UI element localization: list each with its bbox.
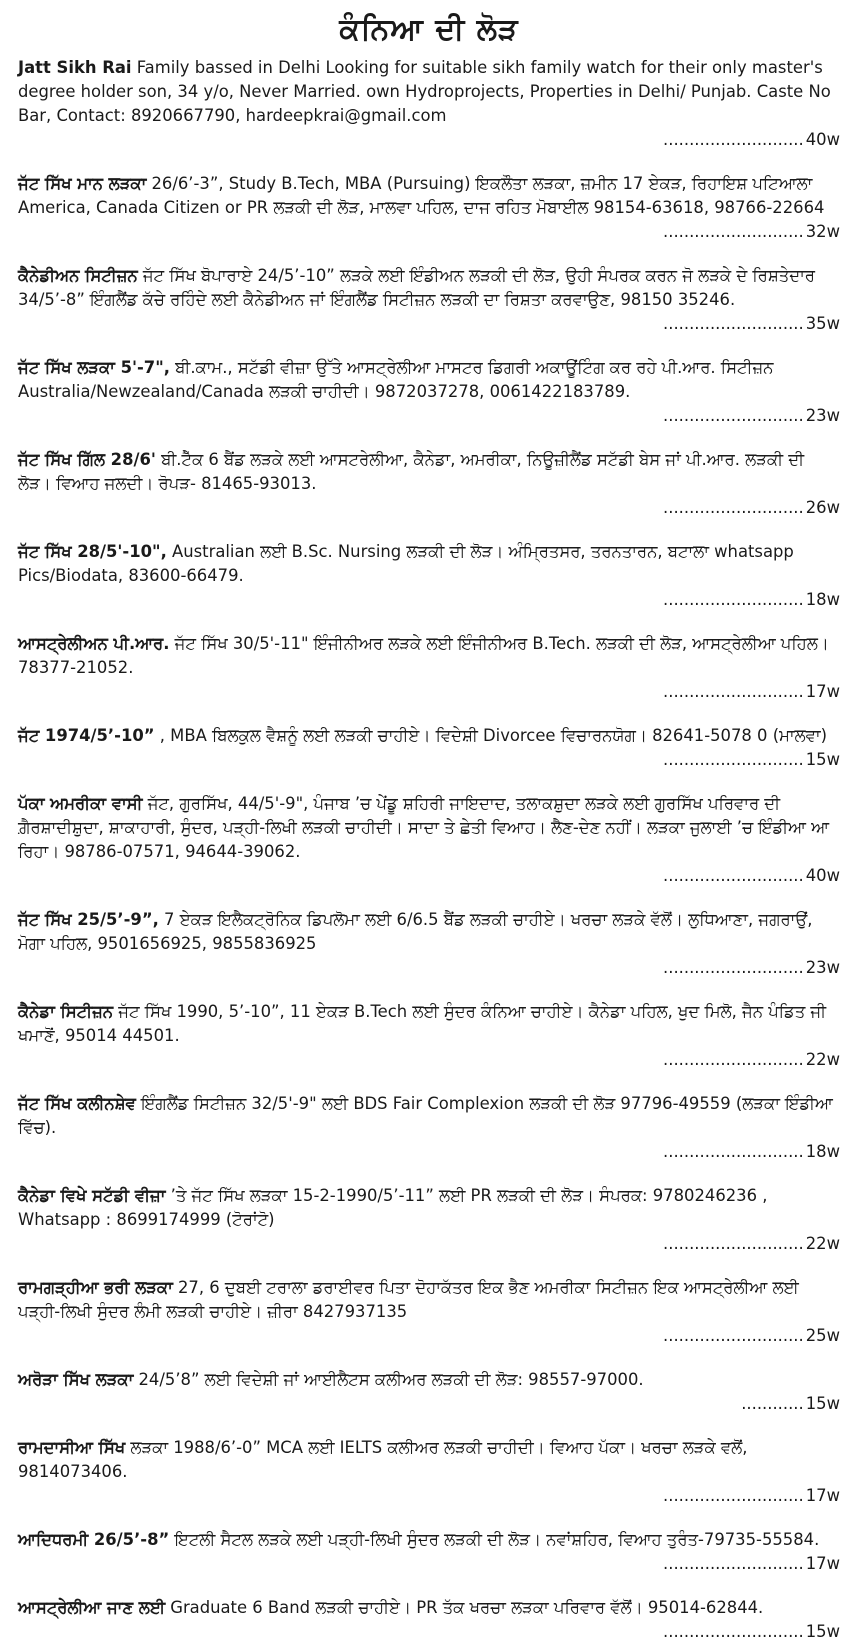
ad-lead: ਪੱਕਾ ਅਮਰੀਕਾ ਵਾਸੀ [18, 794, 143, 813]
ad-word-count: 15w [805, 1622, 840, 1641]
ad-lead: ਆਸਟ੍ਰੇਲੀਆ ਜਾਣ ਲਈ [18, 1598, 166, 1617]
ad-leader-dots: ........................... [663, 1622, 804, 1641]
ad-footer [18, 1232, 840, 1256]
ads-list [18, 56, 840, 1644]
ad-word-count: 25w [805, 1326, 840, 1345]
ad-footer [18, 864, 840, 888]
ad-leader-dots: ........................... [663, 314, 804, 333]
ad-body [18, 1368, 840, 1392]
ad-leader-dots: ........................... [663, 130, 804, 149]
ad-leader-dots: ........................... [663, 958, 804, 977]
ad-footer [18, 1392, 840, 1416]
ad-text: 27, 6 ਦੁਬਈ ਟਰਾਲਾ ਡਰਾਈਵਰ ਪਿਤਾ ਦੋਹਾਕੱਤਰ ਇਕ ਭੈਣ ਅਮਰੀਕਾ ਸਿਟੀਜ਼ਨ ਇਕ ਆਸਟ੍ਰੇਲੀਆ ਲਈ ਪੜ੍ਹੀ-ਲਿਖੀ ਸੁੰਦਰ ਲੰਮੀ ਲੜਕੀ ਚਾਹੀਏ। ਜ਼ੀਰਾ 8427937135 [18, 1278, 799, 1321]
ad-text: ਲੜਕਾ 1988/6’-0” MCA ਲਈ IELTS ਕਲੀਅਰ ਲੜਕੀ ਚਾਹੀਦੀ। ਵਿਆਹ ਪੱਕਾ। ਖਰਚਾ ਲੜਕੇ ਵਲੋਂ, 9814073406. [18, 1438, 748, 1481]
ad-body [18, 1184, 840, 1232]
classified-ad [18, 724, 840, 772]
ad-footer [18, 1620, 840, 1644]
ad-body [18, 264, 840, 312]
ad-body [18, 908, 840, 956]
ad-footer [18, 1048, 840, 1072]
ad-leader-dots: ........................... [663, 1486, 804, 1505]
ad-footer [18, 748, 840, 772]
ad-body [18, 1436, 840, 1484]
ad-leader-dots: ........................... [663, 498, 804, 517]
ad-word-count: 23w [805, 406, 840, 425]
ad-word-count: 35w [805, 314, 840, 333]
ad-text: 26/6’-3”, Study B.Tech, MBA (Pursuing) ਇਕਲੌਤਾ ਲੜਕਾ, ਜ਼ਮੀਨ 17 ਏਕੜ, ਰਿਹਾਇਸ਼ ਪਟਿਆਲਾ America, Canada Citizen or PR ਲੜਕੀ ਦੀ ਲੋੜ, ਮਾਲਵਾ ਪਹਿਲ, ਦਾਜ ਰਹਿਤ ਮੋਬਾਈਲ 98154-63618, 98766-22664 [18, 174, 825, 217]
ad-lead: ਕੈਨੇਡੀਅਨ ਸਿਟੀਜ਼ਨ [18, 266, 138, 285]
ad-lead: ਜੱਟ ਸਿੱਖ 25/5’-9”, [18, 910, 159, 929]
ad-lead: ਕੈਨੇਡਾ ਸਿਟੀਜ਼ਨ [18, 1002, 114, 1021]
ad-lead: Jatt Sikh Rai [18, 58, 132, 77]
ad-lead: ਕੈਨੇਡਾ ਵਿਖੇ ਸਟੱਡੀ ਵੀਜ਼ਾ [18, 1186, 166, 1205]
ad-text: ਜੱਟ ਸਿੱਖ 30/5'-11" ਇੰਜੀਨੀਅਰ ਲੜਕੇ ਲਈ ਇੰਜੀਨੀਅਰ B.Tech. ਲੜਕੀ ਦੀ ਲੋੜ, ਆਸਟ੍ਰੇਲੀਆ ਪਹਿਲ। 78377-21052. [18, 634, 829, 677]
classified-ad [18, 264, 840, 336]
ad-lead: ਜੱਟ 1974/5’-10” [18, 726, 155, 745]
ad-word-count: 40w [805, 866, 840, 885]
ad-text: ਜੱਟ ਸਿੱਖ ਬੋਪਾਰਾਏ 24/5’-10” ਲੜਕੇ ਲਈ ਇੰਡੀਅਨ ਲੜਕੀ ਦੀ ਲੋੜ, ਉਹੀ ਸੰਪਰਕ ਕਰਨ ਜੋ ਲੜਕੇ ਦੇ ਰਿਸ਼ਤੇਦਾਰ 34/5’-8” ਇੰਗਲੈਂਡ ਕੱਚੇ ਰਹਿੰਦੇ ਲਈ ਕੈਨੇਡੀਅਨ ਜਾਂ ਇੰਗਲੈਂਡ ਸਿਟੀਜ਼ਨ ਲੜਕੀ ਦਾ ਰਿਸ਼ਤਾ ਕਰਵਾਉਣ, 98150 35246. [18, 266, 815, 309]
ad-word-count: 40w [805, 130, 840, 149]
classified-ad [18, 1368, 840, 1416]
ad-body [18, 632, 840, 680]
ad-footer [18, 956, 840, 980]
classified-ad [18, 1276, 840, 1348]
ad-lead: ਜੱਟ ਸਿੱਖ ਲੜਕਾ 5'-7", [18, 358, 170, 377]
ad-body [18, 172, 840, 220]
classified-ad [18, 1184, 840, 1256]
ad-lead: ਆਸਟ੍ਰੇਲੀਅਨ ਪੀ.ਆਰ. [18, 634, 170, 653]
ad-text: Graduate 6 Band ਲੜਕੀ ਚਾਹੀਏ। PR ਤੱਕ ਖਰਚਾ ਲੜਕਾ ਪਰਿਵਾਰ ਵੱਲੋਂ। 95014-62844. [165, 1598, 764, 1617]
ad-text: Family bassed in Delhi Looking for suitable sikh family watch for their only master's degree holder son, 34 y/o, Never Married. own Hydroprojects, Properties in Delhi/ Punjab. Caste No Bar, Contact: 8920667790, hardeepkrai@gmail.com [18, 58, 831, 125]
ad-word-count: 32w [805, 222, 840, 241]
ad-word-count: 26w [805, 498, 840, 517]
ad-footer [18, 312, 840, 336]
ad-footer [18, 1552, 840, 1576]
ad-body [18, 724, 840, 748]
classified-ad [18, 1596, 840, 1644]
ad-footer [18, 404, 840, 428]
ad-text: ਬੀ.ਕਾਮ., ਸਟੱਡੀ ਵੀਜ਼ਾ ਉੱਤੇ ਆਸਟ੍ਰੇਲੀਆ ਮਾਸਟਰ ਡਿਗਰੀ ਅਕਾਊਂਟਿੰਗ ਕਰ ਰਹੇ ਪੀ.ਆਰ. ਸਿਟੀਜ਼ਨ Australia/Newzealand/Canada ਲੜਕੀ ਚਾਹੀਦੀ। 9872037278, 0061422183789. [18, 358, 774, 401]
ad-lead: ਆਦਿਧਰਮੀ 26/5’-8” [18, 1530, 170, 1549]
ad-leader-dots: ........................... [663, 866, 804, 885]
ad-word-count: 17w [805, 1554, 840, 1573]
ad-word-count: 18w [805, 590, 840, 609]
ad-word-count: 22w [805, 1050, 840, 1069]
ad-leader-dots: ........................... [663, 750, 804, 769]
ad-footer [18, 1324, 840, 1348]
ad-leader-dots: ........................... [663, 1234, 804, 1253]
classified-ad [18, 632, 840, 704]
classified-ad [18, 792, 840, 888]
ad-lead: ਰਾਮਗੜ੍ਹੀਆ ਭਰੀ ਲੜਕਾ [18, 1278, 173, 1297]
ad-text: , MBA ਬਿਲਕੁਲ ਵੈਸ਼ਨੂੰ ਲਈ ਲੜਕੀ ਚਾਹੀਏ। ਵਿਦੇਸ਼ੀ Divorcee ਵਿਚਾਰਨਯੋਗ। 82641-5078 0 (ਮਾਲਵਾ) [154, 726, 827, 745]
classified-ad [18, 172, 840, 244]
ad-lead: ਰਾਮਦਾਸੀਆ ਸਿੱਖ [18, 1438, 126, 1457]
ad-body [18, 1000, 840, 1048]
ad-body [18, 792, 840, 864]
ad-leader-dots: ........................... [663, 682, 804, 701]
ad-body [18, 356, 840, 404]
classified-ad [18, 1000, 840, 1072]
ad-word-count: 15w [805, 750, 840, 769]
page-title: ਕੰਨਿਆ ਦੀ ਲੋੜ [339, 12, 519, 47]
ad-leader-dots: ........................... [663, 1554, 804, 1573]
ad-word-count: 15w [805, 1394, 840, 1413]
ad-footer [18, 680, 840, 704]
ad-body [18, 1528, 840, 1552]
ad-lead: ਜੱਟ ਸਿੱਖ ਗਿੱਲ 28/6' [18, 450, 156, 469]
ad-footer [18, 128, 840, 152]
ad-word-count: 17w [805, 1486, 840, 1505]
ad-body [18, 1092, 840, 1140]
ad-body [18, 1276, 840, 1324]
ad-text: ਇੰਗਲੈਂਡ ਸਿਟੀਜ਼ਨ 32/5'-9" ਲਈ BDS Fair Complexion ਲੜਕੀ ਦੀ ਲੋੜ 97796-49559 (ਲੜਕਾ ਇੰਡੀਆ ਵਿੱਚ). [18, 1094, 833, 1137]
ad-body [18, 56, 840, 128]
classified-ad [18, 356, 840, 428]
ad-lead: ਜੱਟ ਸਿੱਖ 28/5'-10", [18, 542, 167, 561]
ad-leader-dots: ........................... [663, 1326, 804, 1345]
ad-leader-dots: ........................... [663, 1050, 804, 1069]
ad-footer [18, 588, 840, 612]
ad-body [18, 1596, 840, 1620]
ad-body [18, 448, 840, 496]
ad-leader-dots: ........................... [663, 406, 804, 425]
classified-ad [18, 448, 840, 520]
ad-text: ਬੀ.ਟੈੱਕ 6 ਬੈਂਡ ਲੜਕੇ ਲਈ ਆਸਟਰੇਲੀਆ, ਕੈਨੇਡਾ, ਅਮਰੀਕਾ, ਨਿਊਜ਼ੀਲੈਂਡ ਸਟੱਡੀ ਬੇਸ ਜਾਂ ਪੀ.ਆਰ. ਲੜਕੀ ਦੀ ਲੋੜ। ਵਿਆਹ ਜਲਦੀ। ਰੋਪੜ- 81465-93013. [18, 450, 804, 493]
ad-text: ਜੱਟ ਸਿੱਖ 1990, 5’-10”, 11 ਏਕੜ B.Tech ਲਈ ਸੁੰਦਰ ਕੰਨਿਆ ਚਾਹੀਏ। ਕੈਨੇਡਾ ਪਹਿਲ, ਖੁਦ ਮਿਲੋ, ਜੈਨ ਪੰਡਿਤ ਜੀ ਖਮਾਣੋਂ, 95014 44501. [18, 1002, 827, 1045]
classified-ad [18, 1528, 840, 1576]
ad-text: ਇਟਲੀ ਸੈਟਲ ਲੜਕੇ ਲਈ ਪੜ੍ਹੀ-ਲਿਖੀ ਸੁੰਦਰ ਲੜਕੀ ਦੀ ਲੋੜ। ਨਵਾਂਸ਼ਹਿਰ, ਵਿਆਹ ਤੁਰੰਤ-79735-55584. [169, 1530, 820, 1549]
ad-footer [18, 1484, 840, 1508]
ad-lead: ਜੱਟ ਸਿੱਖ ਕਲੀਨਸ਼ੇਵ [18, 1094, 136, 1113]
ad-text: Australian ਲਈ B.Sc. Nursing ਲੜਕੀ ਦੀ ਲੋੜ। ਅੰਮ੍ਰਿਤਸਰ, ਤਰਨਤਾਰਨ, ਬਟਾਲਾ whatsapp Pics/Biodata, 83600-66479. [18, 542, 794, 585]
ad-leader-dots: ........................... [663, 1142, 804, 1161]
ad-body [18, 540, 840, 588]
ad-word-count: 18w [805, 1142, 840, 1161]
classified-ad [18, 1092, 840, 1164]
ad-word-count: 23w [805, 958, 840, 977]
ad-footer [18, 1140, 840, 1164]
ad-text: 24/5’8” ਲਈ ਵਿਦੇਸ਼ੀ ਜਾਂ ਆਈਲੈਟਸ ਕਲੀਅਰ ਲੜਕੀ ਦੀ ਲੋੜ: 98557-97000. [133, 1370, 644, 1389]
ad-text: ’ਤੇ ਜੱਟ ਸਿੱਖ ਲੜਕਾ 15-2-1990/5’-11” ਲਈ PR ਲੜਕੀ ਦੀ ਲੋੜ। ਸੰਪਰਕ: 9780246236 , Whatsapp : 8699174999 (ਟੋਰਾਂਟੋ) [18, 1186, 768, 1229]
ad-footer [18, 496, 840, 520]
ad-lead: ਜੱਟ ਸਿੱਖ ਮਾਨ ਲੜਕਾ [18, 174, 147, 193]
ad-leader-dots: ............ [741, 1394, 804, 1413]
ad-lead: ਅਰੋੜਾ ਸਿੱਖ ਲੜਕਾ [18, 1370, 134, 1389]
classified-ad [18, 908, 840, 980]
classified-ad [18, 56, 840, 152]
ad-text: 7 ਏਕੜ ਇਲੈਕਟ੍ਰੋਨਿਕ ਡਿਪਲੋਮਾ ਲਈ 6/6.5 ਬੈਂਡ ਲੜਕੀ ਚਾਹੀਏ। ਖਰਚਾ ਲੜਕੇ ਵੱਲੋਂ। ਲੁਧਿਆਣਾ, ਜਗਰਾਉਂ, ਮੋਗਾ ਪਹਿਲ, 9501656925, 9855836925 [18, 910, 813, 953]
classified-ad [18, 1436, 840, 1508]
ad-word-count: 17w [805, 682, 840, 701]
ad-leader-dots: ........................... [663, 222, 804, 241]
classified-ad [18, 540, 840, 612]
ad-text: ਜੱਟ, ਗੁਰਸਿੱਖ, 44/5'-9", ਪੰਜਾਬ ’ਚ ਪੇਂਡੂ ਸ਼ਹਿਰੀ ਜਾਇਦਾਦ, ਤਲਾਕਸ਼ੁਦਾ ਲੜਕੇ ਲਈ ਗੁਰਸਿੱਖ ਪਰਿਵਾਰ ਦੀ ਗ਼ੈਰਸ਼ਾਦੀਸ਼ੁਦਾ, ਸ਼ਾਕਾਹਾਰੀ, ਸੁੰਦਰ, ਪੜ੍ਹੀ-ਲਿਖੀ ਲੜਕੀ ਚਾਹੀਦੀ। ਸਾਦਾ ਤੇ ਛੇਤੀ ਵਿਆਹ। ਲੈਣ-ਦੇਣ ਨਹੀਂ। ਲੜਕਾ ਜੁਲਾਈ ’ਚ ਇੰਡੀਆ ਆ ਰਿਹਾ। 98786-07571, 94644-39062. [18, 794, 829, 861]
ad-word-count: 22w [805, 1234, 840, 1253]
ad-footer [18, 220, 840, 244]
ad-leader-dots: ........................... [663, 590, 804, 609]
